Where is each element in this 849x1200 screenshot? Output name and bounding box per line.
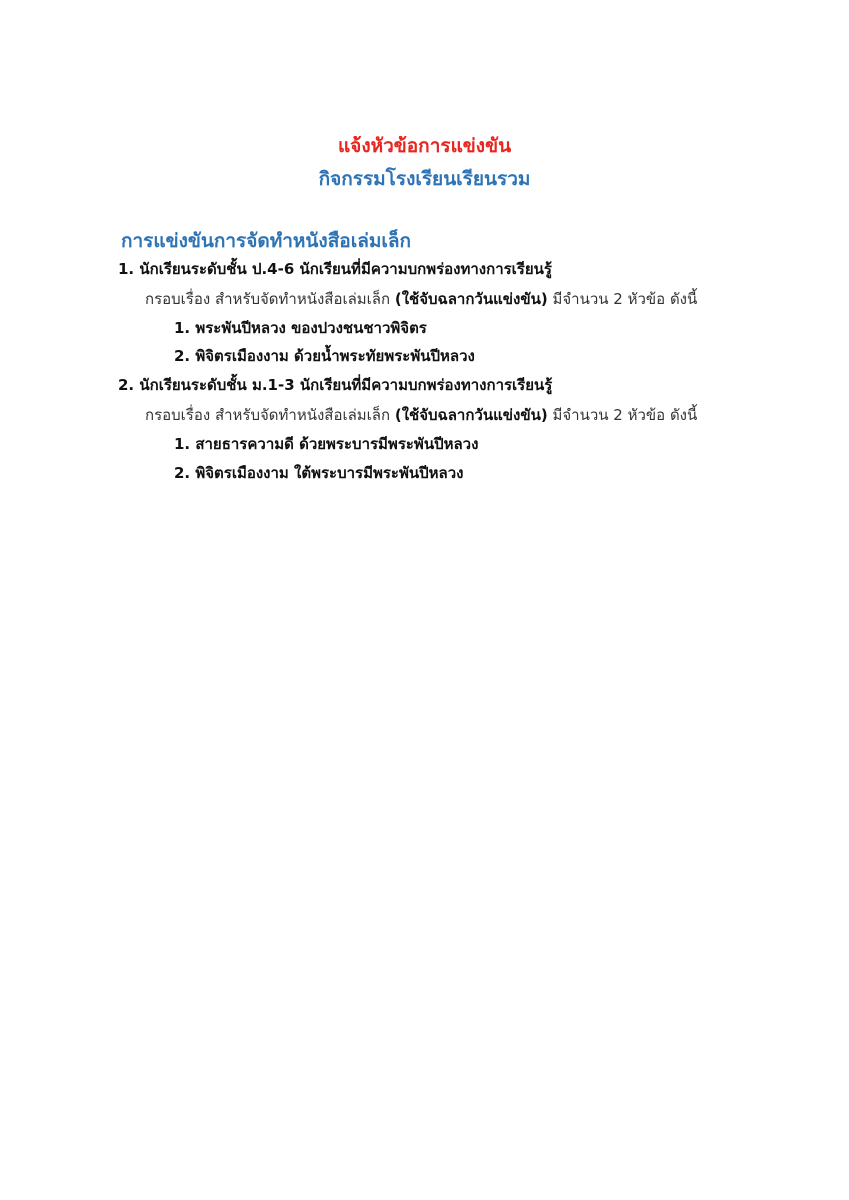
level-1-frame-bold: (ใช้จับฉลากวันแข่งขัน) xyxy=(394,290,548,308)
level-1-heading: 1. นักเรียนระดับชั้น ป.4-6 นักเรียนที่มีความบกพร่องทางการเรียนรู้ xyxy=(118,260,552,278)
level-1-frame-suffix: มีจำนวน 2 หัวข้อ ดังนี้ xyxy=(547,290,698,308)
level-1-topic-1: 1. พระพันปีหลวง ของปวงชนชาวพิจิตร xyxy=(174,319,427,337)
level-2-frame-suffix: มีจำนวน 2 หัวข้อ ดังนี้ xyxy=(547,406,698,424)
level-2-topic-2: 2. พิจิตรเมืองงาม ใต้พระบารมีพระพันปีหลวง xyxy=(174,464,464,482)
level-2-frame-bold: (ใช้จับฉลากวันแข่งขัน) xyxy=(394,406,548,424)
level-1-topic-2: 2. พิจิตรเมืองงาม ด้วยน้ำพระทัยพระพันปีหลวง xyxy=(174,347,475,365)
page-title: แจ้งหัวข้อการแข่งขัน xyxy=(337,135,512,157)
level-2-frame-prefix: กรอบเรื่อง สำหรับจัดทำหนังสือเล่มเล็ก xyxy=(145,406,395,424)
section-title: การแข่งขันการจัดทำหนังสือเล่มเล็ก xyxy=(121,230,412,252)
level-1-frame-prefix: กรอบเรื่อง สำหรับจัดทำหนังสือเล่มเล็ก xyxy=(145,290,395,308)
level-2-heading: 2. นักเรียนระดับชั้น ม.1-3 นักเรียนที่มีความบกพร่องทางการเรียนรู้ xyxy=(118,376,553,394)
level-2-frame xyxy=(145,405,697,425)
level-2-topic-1: 1. สายธารความดี ด้วยพระบารมีพระพันปีหลวง xyxy=(174,435,479,453)
level-1-frame xyxy=(145,289,697,309)
page-subtitle: กิจกรรมโรงเรียนเรียนรวม xyxy=(318,168,531,190)
